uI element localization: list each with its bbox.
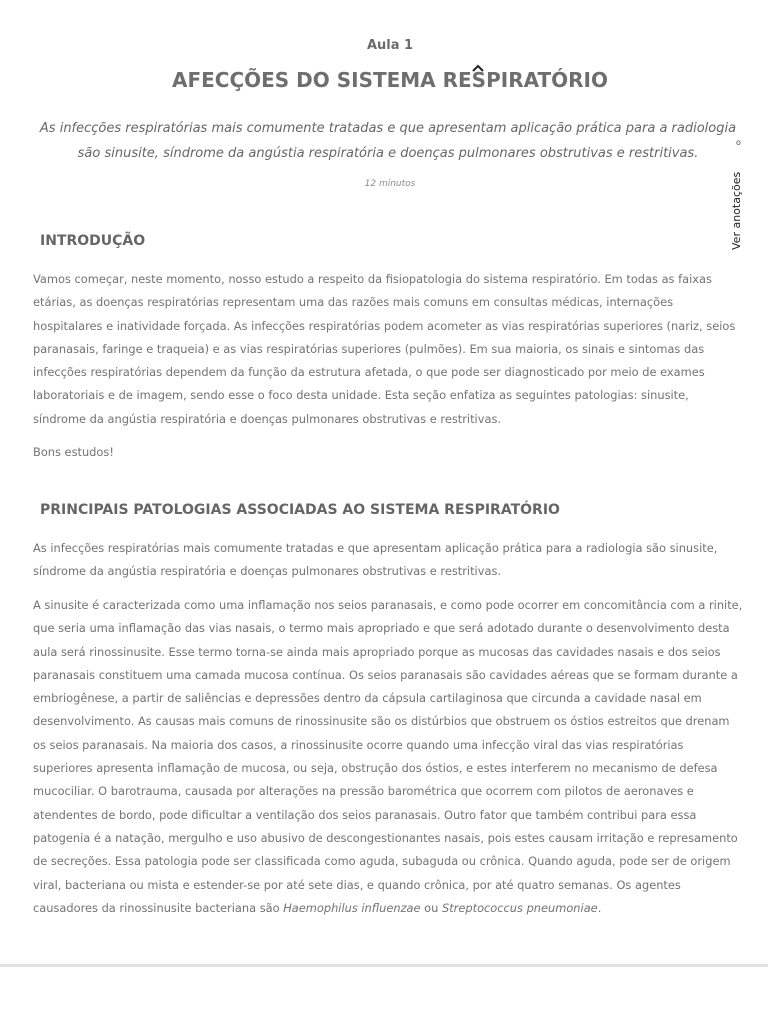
- page-title: AFECÇÕES DO SISTEMA RESPIRATÓRIO: [171, 68, 609, 92]
- section-heading-patologias: PRINCIPAIS PATOLOGIAS ASSOCIADAS AO SISTEMA RESPIRATÓRIO: [40, 502, 560, 518]
- subtitle-line-2: são sinusite, síndrome da angústia respiratória e doenças pulmonares obstrutivas e restritivas.: [77, 146, 699, 161]
- footer-divider: [0, 964, 768, 967]
- species-streptococcus: Streptococcus pneumoniae: [441, 900, 598, 915]
- lesson-label: Aula 1: [366, 38, 414, 53]
- annotations-side-tab[interactable]: [728, 130, 752, 260]
- caret-up-icon[interactable]: [472, 64, 484, 72]
- intro-closing: Bons estudos!: [33, 445, 114, 459]
- section-heading-introducao: INTRODUÇÃO: [40, 233, 146, 249]
- side-tab-indicator: o: [736, 138, 741, 147]
- page-subtitle: [30, 116, 746, 166]
- paragraph-end: .: [597, 900, 602, 915]
- patologias-paragraph-2: [33, 594, 745, 920]
- species-haemophilus: Haemophilus influenzae: [283, 900, 421, 915]
- sinusite-text: A sinusite é caracterizada como uma inflamação nos seios paranasais, e como pode ocorrer em concomitância com a rinite, que seria uma inflamação das vias nasais, o termo mais apropriado e que será adotado durante o desenvolvimento desta aula será rinossinusite. Esse termo torna-se ainda mais apropriado porque as mucosas das cavidades nasais e dos seios paranasais constituem uma camada mucosa contínua. Os seios paranasais são cavidades aéreas que se formam durante a embriogênese, a partir de saliências e depressões dentro da cápsula cartilaginosa que circunda a cavidade nasal em desenvolvimento. As causas mais comuns de rinossinusite são os distúrbios que obstruem os óstios estreitos que drenam os seios paranasais. Na maioria dos casos, a rinossinusite ocorre quando uma infecção viral das vias respiratórias superiores apresenta inflamação de mucosa, ou seja, obstrução dos óstios, e estes interferem no mecanismo de defesa mucociliar. O barotrauma, causada por alterações na pressão barométrica que ocorrem com pilotos de aeronaves e atendentes de bordo, pode dificultar a ventilação dos seios paranasais. Outro fator que também contribui para essa patogenia é a natação, mergulho e uso abusivo de descongestionantes nasais, pois estes causam irritação e represamento de secreções. Essa patologia pode ser classificada como aguda, subaguda ou crônica. Quando aguda, pode ser de origem viral, bacteriana ou mista e estender-se por até sete dias, e quando crônica, por até quatro semanas. Os agentes causadores da rinossinusite bacteriana são: [33, 598, 743, 915]
- patologias-paragraph-1: As infecções respiratórias mais comumente tratadas e que apresentam aplicação prática para a radiologia são sinusite, síndrome da angústia respiratória e doenças pulmonares obstrutivas e restritivas.: [33, 541, 718, 579]
- reading-time: 12 minutos: [364, 179, 416, 189]
- subtitle-line-1: As infecções respiratórias mais comumente tratadas e que apresentam aplicação prática para a radiologia: [39, 121, 737, 136]
- view-annotations-label[interactable]: Ver anotações: [730, 171, 743, 250]
- connector-text: ou: [420, 900, 442, 915]
- intro-paragraph: Vamos começar, neste momento, nosso estudo a respeito da fisiopatologia do sistema respiratório. Em todas as faixas etárias, as doenças respiratórias representam uma das razões mais comuns em consultas médicas, internações hospitalares e inatividade forçada. As infecções respiratórias podem acometer as vias respiratórias superiores (nariz, seios paranasais, faringe e traqueia) e as vias respiratórias superiores (pulmões). Em sua maioria, os sinais e sintomas das infecções respiratórias dependem da função da estrutura afetada, o que pode ser diagnosticado por meio de exames laboratoriais e de imagem, sendo esse o foco desta unidade. Esta seção enfatiza as seguintes patologias: sinusite, síndrome da angústia respiratória e doenças pulmonares obstrutivas e restritivas.: [33, 272, 736, 426]
